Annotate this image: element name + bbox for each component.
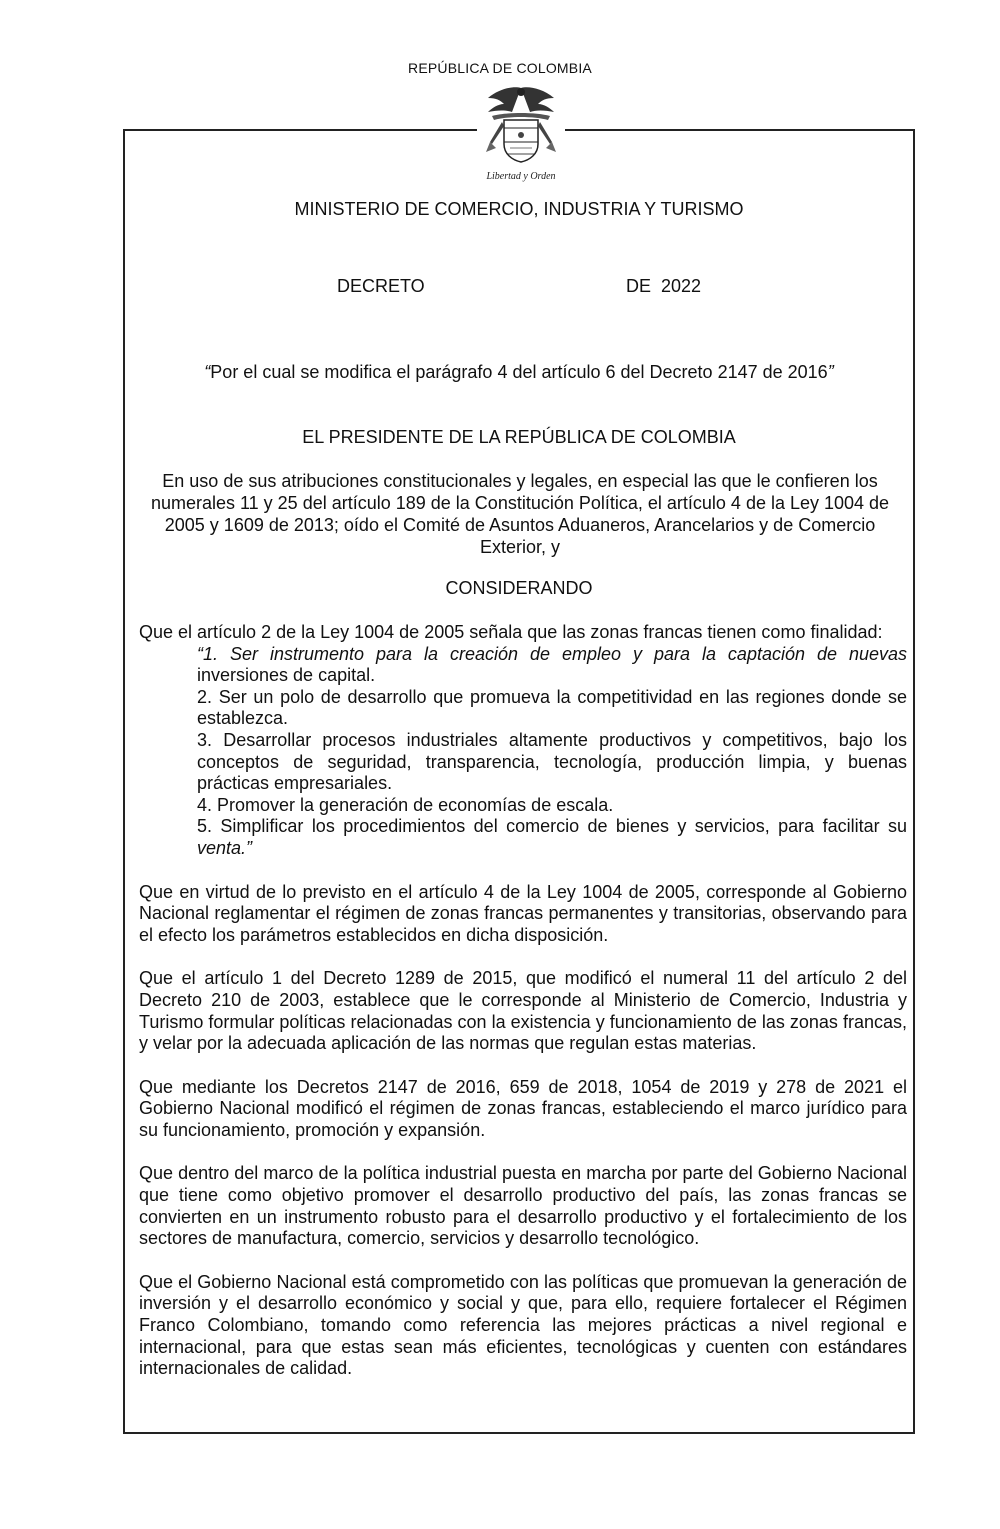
consideration-paragraph: Que dentro del marco de la política industrial puesta en marcha por parte del Gobierno Nacional que tiene como objetivo promover el desarrollo productivo del país, las zonas francas se convierten en un instrumento robusto para el desarrollo productivo y el fortalecimiento de los sectores de manufactura, comercio, servicios y desarrollo tecnológico. bbox=[139, 1163, 907, 1249]
list-item: 3. Desarrollar procesos industriales altamente productivos y competitivos, bajo los conceptos de seguridad, transparencia, tecnología, producción limpia, y buenas prácticas empresariales. bbox=[197, 729, 907, 794]
title-text: Por el cual se modifica el parágrafo 4 del artículo 6 del Decreto 2147 de 2016 bbox=[210, 362, 828, 382]
consideration-paragraph: Que mediante los Decretos 2147 de 2016, 659 de 2018, 1054 de 2019 y 278 de 2021 el Gobierno Nacional modificó el régimen de zonas francas, estableciendo el marco jurídico para su funcionamiento, promoción y expansión. bbox=[139, 1076, 907, 1140]
considerando-heading: CONSIDERANDO bbox=[445, 578, 593, 598]
title-open-quote: “ bbox=[204, 362, 211, 382]
decree-title bbox=[123, 362, 915, 383]
list-item: “1. Ser instrumento para la creación de empleo y para la captación de nuevas inversiones de capital. bbox=[197, 643, 907, 686]
first-paragraph-intro: Que el artículo 2 de la Ley 1004 de 2005 señala que las zonas francas tienen como finalidad: bbox=[139, 622, 883, 642]
president-heading: EL PRESIDENTE DE LA REPÚBLICA DE COLOMBIA bbox=[302, 427, 736, 447]
consideration-paragraph: Que en virtud de lo previsto en el artículo 4 de la Ley 1004 de 2005, corresponde al Gobierno Nacional reglamentar el régimen de zonas francas permanentes y transitorias, observando para el efecto los parámetros establecidos en dicha disposición. bbox=[139, 881, 907, 945]
considerations-body bbox=[139, 622, 907, 1380]
finality-list bbox=[197, 644, 907, 860]
ministry-name: MINISTERIO DE COMERCIO, INDUSTRIA Y TURISMO bbox=[294, 199, 744, 219]
consideration-paragraph: Que el Gobierno Nacional está comprometido con las políticas que promuevan la generación de inversión y el desarrollo económico y social y que, para ello, requiere fortalecer el Régimen Franco Colombiano, tomando como referencia las mejores prácticas a nivel regional e internacional, para que estas sean más eficientes, tecnológicas y cuenten con estándares internacionales de calidad. bbox=[139, 1271, 907, 1379]
colombia-coat-of-arms-icon bbox=[478, 82, 564, 184]
republic-header: REPÚBLICA DE COLOMBIA bbox=[408, 60, 592, 76]
list-item: 2. Ser un polo de desarrollo que promueva la competitividad en las regiones donde se establezca. bbox=[197, 686, 907, 729]
list-item: 5. Simplificar los procedimientos del comercio de bienes y servicios, para facilitar su venta.” bbox=[197, 816, 907, 858]
consideration-paragraph: Que el artículo 1 del Decreto 1289 de 2015, que modificó el numeral 11 del artículo 2 del Decreto 210 de 2003, establece que le corresponde al Ministerio de Comercio, Industria y Turismo formular políticas relacionadas con la existencia y funcionamiento de las zonas francas, y velar por la adecuada aplicación de las normas que regulan estas materias. bbox=[139, 968, 907, 1054]
decree-year: DE 2022 bbox=[626, 276, 702, 296]
seal-motto: Libertad y Orden bbox=[486, 171, 556, 182]
title-close-quote: ” bbox=[827, 362, 834, 382]
list-item: 4. Promover la generación de economías de escala. bbox=[197, 794, 614, 815]
attributions-paragraph: En uso de sus atribuciones constitucionales y legales, en especial las que le confieren los numerales 11 y 25 del artículo 189 de la Constitución Política, el artículo 4 de la Ley 1004 de 2005 y 1609 de 2013; oído el Comité de Asuntos Aduaneros, Arancelarios y de Comercio Exterior, y bbox=[150, 471, 890, 557]
decree-label: DECRETO bbox=[337, 276, 425, 296]
